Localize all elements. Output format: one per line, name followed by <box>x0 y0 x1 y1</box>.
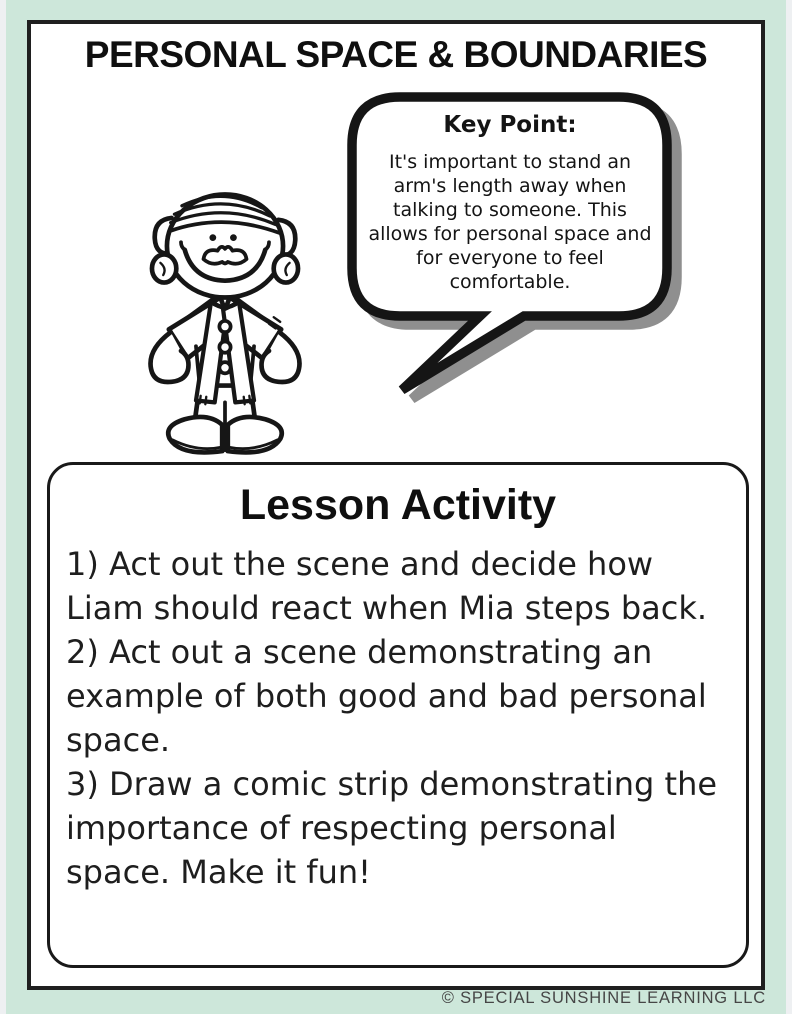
grandpa-illustration <box>122 176 328 464</box>
lesson-item: 1) Act out the scene and decide how Liam should react when Mia steps back. <box>66 545 708 627</box>
key-point-block <box>362 112 658 295</box>
lesson-activity-box <box>47 462 749 968</box>
right-edge-strip <box>786 0 792 1014</box>
page-title: PERSONAL SPACE & BOUNDARIES <box>84 34 708 75</box>
key-point-text: It's important to stand an arm's length away when talking to someone. This allows for personal space and for everyone to feel comfortable. <box>368 151 652 293</box>
lesson-activity-heading: Lesson Activity <box>239 481 557 529</box>
lesson-item: 3) Draw a comic strip demonstrating the importance of respecting personal space. Make it fun! <box>66 765 718 891</box>
left-edge-strip <box>0 0 6 1014</box>
lesson-activity-list <box>66 542 730 894</box>
key-point-heading: Key Point: <box>443 112 577 138</box>
lesson-item: 2) Act out a scene demonstrating an example of both good and bad personal space. <box>66 633 707 759</box>
copyright-footer: © SPECIAL SUNSHINE LEARNING LLC <box>441 989 766 1007</box>
